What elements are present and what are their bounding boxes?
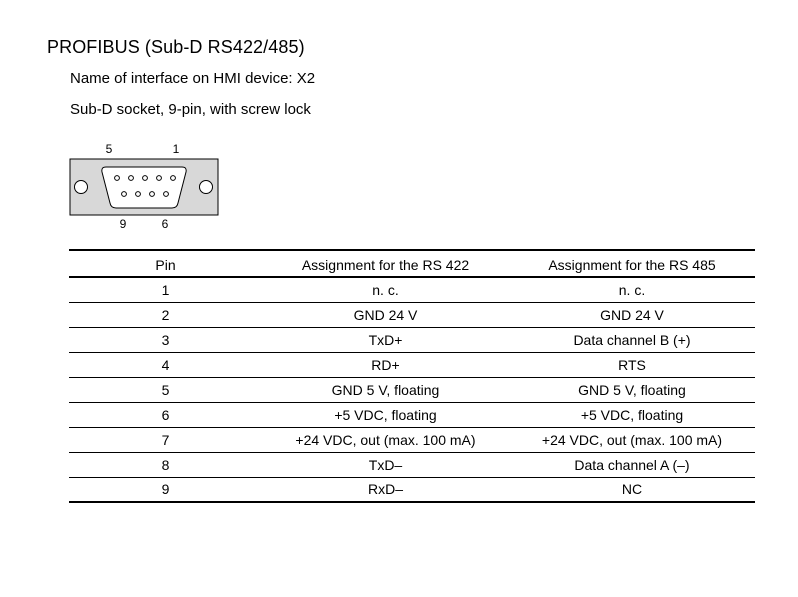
pin-6 [164, 192, 169, 197]
table-row [69, 352, 755, 377]
page-title: PROFIBUS (Sub-D RS422/485) [47, 37, 305, 57]
rs422-cell: GND 5 V, floating [262, 377, 509, 402]
header-rs485: Assignment for the RS 485 [509, 250, 755, 277]
pin-1 [171, 176, 176, 181]
pin-cell: 7 [69, 427, 262, 452]
rs422-cell: n. c. [262, 277, 509, 302]
table-row [69, 452, 755, 477]
table-row [69, 427, 755, 452]
rs485-cell: Data channel A (–) [509, 452, 755, 477]
table-row [69, 277, 755, 302]
rs422-cell: +24 VDC, out (max. 100 mA) [262, 427, 509, 452]
rs422-cell: TxD– [262, 452, 509, 477]
table-header-row [69, 250, 755, 277]
rs422-cell: RxD– [262, 477, 509, 502]
rs485-cell: +24 VDC, out (max. 100 mA) [509, 427, 755, 452]
rs485-cell: +5 VDC, floating [509, 402, 755, 427]
pin-cell: 4 [69, 352, 262, 377]
pin-assignment-table [69, 249, 755, 503]
screw-hole-right [200, 181, 213, 194]
pin-label-1: 1 [172, 142, 180, 156]
table-row [69, 377, 755, 402]
screw-hole-left [75, 181, 88, 194]
pin-cell: 6 [69, 402, 262, 427]
pin-4 [129, 176, 134, 181]
rs485-cell: RTS [509, 352, 755, 377]
table-row [69, 302, 755, 327]
rs485-cell: GND 24 V [509, 302, 755, 327]
pin-5 [115, 176, 120, 181]
pin-label-5: 5 [105, 142, 113, 156]
rs422-cell: +5 VDC, floating [262, 402, 509, 427]
connector-shell [102, 167, 186, 208]
pin-2 [157, 176, 162, 181]
pin-9 [122, 192, 127, 197]
socket-description-text: Sub-D socket, 9-pin, with screw lock [70, 101, 311, 118]
rs422-cell: GND 24 V [262, 302, 509, 327]
pin-cell: 5 [69, 377, 262, 402]
table-row [69, 327, 755, 352]
pin-cell: 9 [69, 477, 262, 502]
pin-8 [136, 192, 141, 197]
rs485-cell: NC [509, 477, 755, 502]
sub-d-connector-diagram [66, 139, 226, 235]
pin-7 [150, 192, 155, 197]
pin-3 [143, 176, 148, 181]
rs485-cell: Data channel B (+) [509, 327, 755, 352]
rs485-cell: n. c. [509, 277, 755, 302]
pin-cell: 2 [69, 302, 262, 327]
header-pin: Pin [69, 250, 262, 277]
rs422-cell: RD+ [262, 352, 509, 377]
header-rs422: Assignment for the RS 422 [262, 250, 509, 277]
table-row [69, 402, 755, 427]
rs422-cell: TxD+ [262, 327, 509, 352]
rs485-cell: GND 5 V, floating [509, 377, 755, 402]
pin-label-6: 6 [161, 217, 169, 231]
pin-label-9: 9 [119, 217, 127, 231]
pin-cell: 3 [69, 327, 262, 352]
interface-name-text: Name of interface on HMI device: X2 [70, 70, 316, 87]
table-row [69, 477, 755, 502]
pin-cell: 1 [69, 277, 262, 302]
pin-cell: 8 [69, 452, 262, 477]
